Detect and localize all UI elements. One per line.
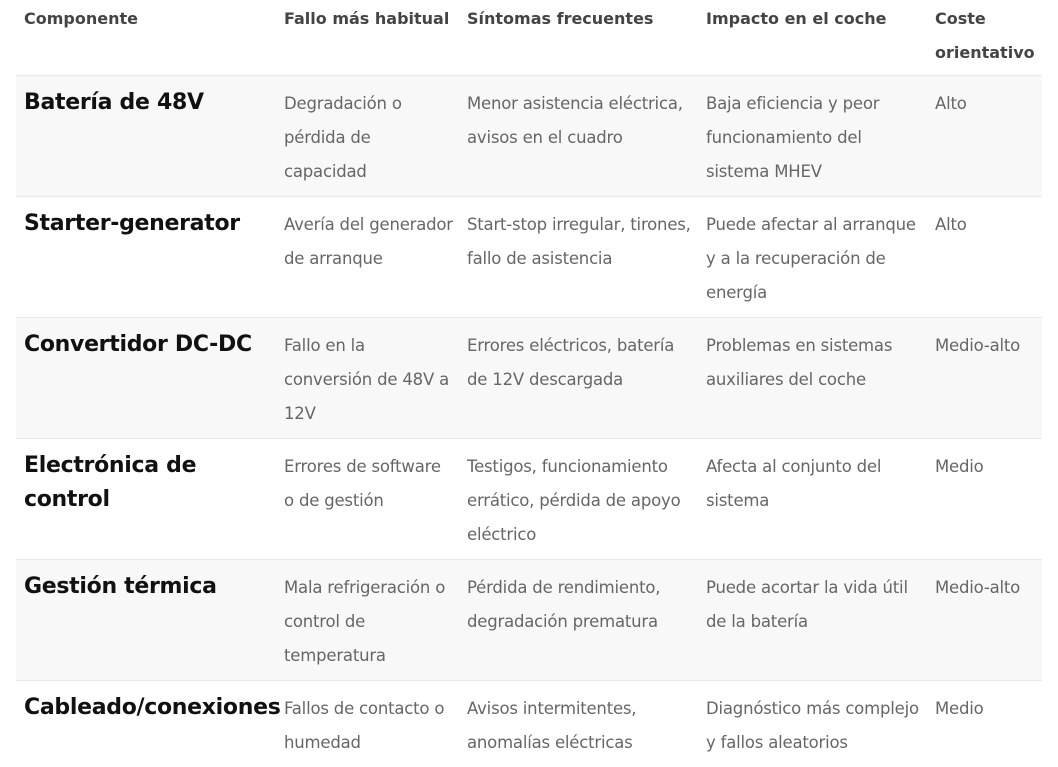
symptoms-cell: Start-stop irregular, tirones, fallo de asistencia bbox=[459, 197, 698, 318]
table-row bbox=[16, 76, 1042, 197]
component-cell: Batería de 48V bbox=[16, 76, 276, 197]
component-cell: Cableado/conexiones bbox=[16, 681, 276, 767]
table-row bbox=[16, 318, 1042, 439]
failure-cell: Degradación o pérdida de capacidad bbox=[276, 76, 459, 197]
failure-cell: Errores de software o de gestión bbox=[276, 439, 459, 560]
impact-cell: Diagnóstico más complejo y fallos aleatorios bbox=[698, 681, 927, 767]
table-row bbox=[16, 197, 1042, 318]
table-row bbox=[16, 681, 1042, 767]
table-row bbox=[16, 560, 1042, 681]
impact-cell: Puede acortar la vida útil de la batería bbox=[698, 560, 927, 681]
failure-cell: Fallos de contacto o humedad bbox=[276, 681, 459, 767]
impact-cell: Puede afectar al arranque y a la recuperación de energía bbox=[698, 197, 927, 318]
impact-cell: Problemas en sistemas auxiliares del coche bbox=[698, 318, 927, 439]
header-component: Componente bbox=[16, 0, 276, 76]
header-symptoms: Síntomas frecuentes bbox=[459, 0, 698, 76]
header-impact: Impacto en el coche bbox=[698, 0, 927, 76]
failure-cell: Mala refrigeración o control de temperatura bbox=[276, 560, 459, 681]
table-row bbox=[16, 439, 1042, 560]
components-table bbox=[16, 0, 1042, 767]
symptoms-cell: Menor asistencia eléctrica, avisos en el cuadro bbox=[459, 76, 698, 197]
impact-cell: Afecta al conjunto del sistema bbox=[698, 439, 927, 560]
failure-cell: Avería del generador de arranque bbox=[276, 197, 459, 318]
cost-cell: Alto bbox=[927, 197, 1042, 318]
symptoms-cell: Pérdida de rendimiento, degradación prematura bbox=[459, 560, 698, 681]
cost-cell: Medio bbox=[927, 439, 1042, 560]
impact-cell: Baja eficiencia y peor funcionamiento del sistema MHEV bbox=[698, 76, 927, 197]
symptoms-cell: Errores eléctricos, batería de 12V descargada bbox=[459, 318, 698, 439]
cost-cell: Alto bbox=[927, 76, 1042, 197]
component-cell: Convertidor DC-DC bbox=[16, 318, 276, 439]
header-cost: Coste orientativo bbox=[927, 0, 1042, 76]
component-cell: Electrónica de control bbox=[16, 439, 276, 560]
header-failure: Fallo más habitual bbox=[276, 0, 459, 76]
symptoms-cell: Testigos, funcionamiento errático, pérdida de apoyo eléctrico bbox=[459, 439, 698, 560]
component-cell: Starter-generator bbox=[16, 197, 276, 318]
symptoms-cell: Avisos intermitentes, anomalías eléctricas bbox=[459, 681, 698, 767]
failure-cell: Fallo en la conversión de 48V a 12V bbox=[276, 318, 459, 439]
table-header-row bbox=[16, 0, 1042, 76]
cost-cell: Medio bbox=[927, 681, 1042, 767]
component-cell: Gestión térmica bbox=[16, 560, 276, 681]
cost-cell: Medio-alto bbox=[927, 560, 1042, 681]
cost-cell: Medio-alto bbox=[927, 318, 1042, 439]
